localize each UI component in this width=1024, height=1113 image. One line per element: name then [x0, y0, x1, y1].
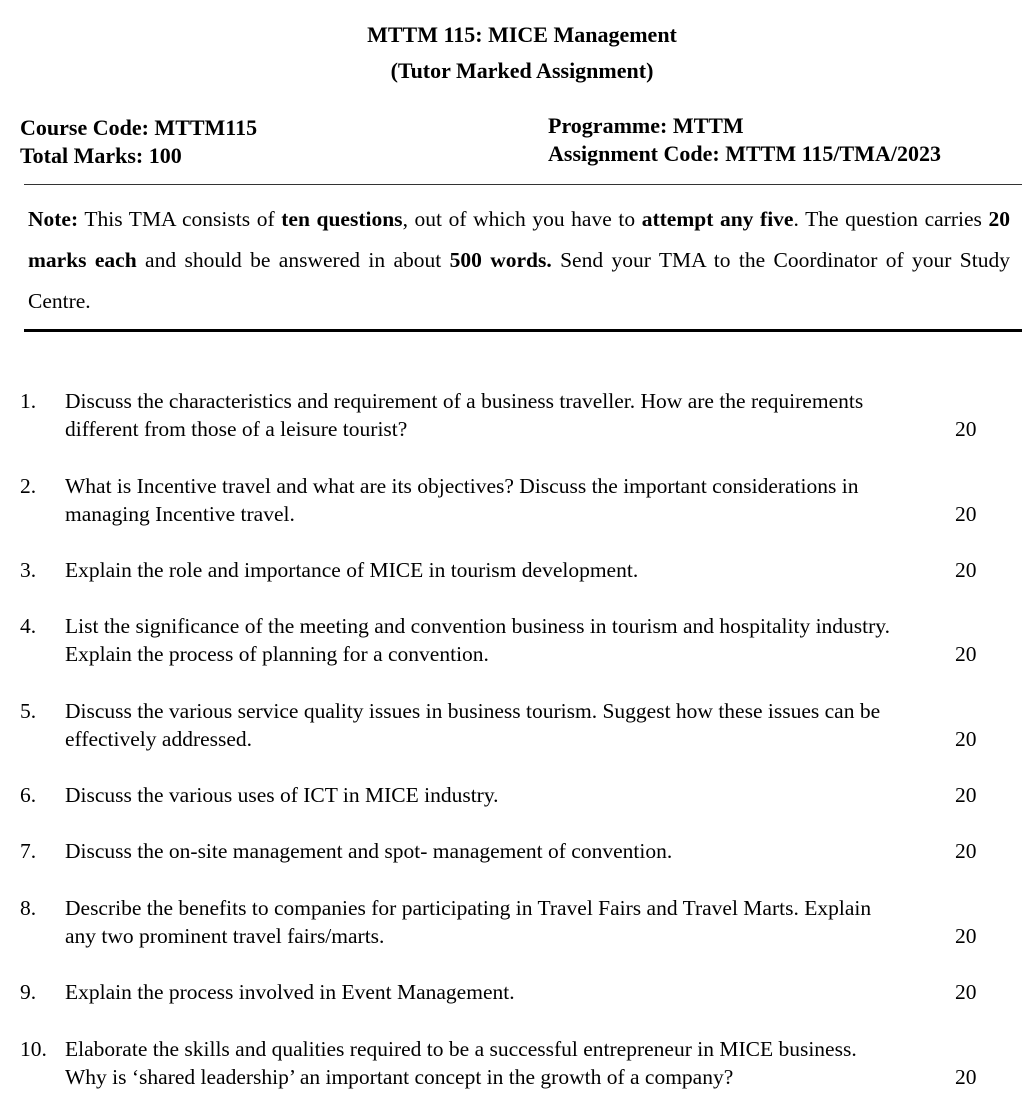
question-text: Explain the role and importance of MICE in tourism development.: [65, 558, 639, 582]
question-text: Discuss the various service quality issues in business tourism. Suggest how these issues can be: [65, 699, 881, 723]
question-text-cont: managing Incentive travel.: [65, 502, 295, 526]
note-label: Note:: [28, 207, 79, 231]
question-text-cont: any two prominent travel fairs/marts.: [65, 924, 385, 948]
divider-top: [24, 184, 1022, 185]
instructions-note: [28, 199, 1010, 322]
note-text-2: , out of which you have to: [402, 207, 642, 231]
question-text: Discuss the various uses of ICT in MICE industry.: [65, 783, 499, 807]
course-code: Course Code: MTTM115: [20, 115, 258, 140]
question-text: List the significance of the meeting and convention business in tourism and hospitality industry.: [65, 614, 891, 638]
note-text-5: Send your TMA to the Coordinator of your Study Centre.: [28, 248, 1010, 313]
note-text-4: and should be answered in about: [136, 248, 450, 272]
question-number: 10.: [20, 1037, 47, 1061]
question-marks: 20: [955, 502, 977, 526]
question-text: Elaborate the skills and qualities required to be a successful entrepreneur in MICE business.: [65, 1037, 857, 1061]
assignment-code: Assignment Code: MTTM 115/TMA/2023: [548, 141, 941, 166]
total-marks: Total Marks: 100: [20, 143, 182, 168]
question-text-cont: Why is ‘shared leadership’ an important concept in the growth of a company?: [65, 1065, 734, 1089]
question-number: 5.: [20, 699, 37, 723]
question-text: Describe the benefits to companies for participating in Travel Fairs and Travel Marts. Explain: [65, 896, 872, 920]
question-marks: 20: [955, 727, 977, 751]
question-marks: 20: [955, 980, 977, 1004]
question-text: Explain the process involved in Event Management.: [65, 980, 515, 1004]
divider-bottom: [24, 329, 1022, 332]
note-bold-4: 500 words.: [449, 248, 552, 272]
programme: Programme: MTTM: [548, 113, 744, 138]
question-number: 7.: [20, 839, 37, 863]
question-number: 2.: [20, 474, 37, 498]
question-marks: 20: [955, 1065, 977, 1089]
question-marks: 20: [955, 558, 977, 582]
document-subtitle: (Tutor Marked Assignment): [390, 58, 654, 83]
question-number: 1.: [20, 389, 37, 413]
question-marks: 20: [955, 924, 977, 948]
question-number: 8.: [20, 896, 37, 920]
question-marks: 20: [955, 839, 977, 863]
course-info-right: [548, 112, 941, 168]
note-bold-2: attempt any five: [641, 207, 794, 231]
question-text-cont: effectively addressed.: [65, 727, 253, 751]
note-text-1: This TMA consists of: [78, 207, 282, 231]
question-text: Discuss the characteristics and requirement of a business traveller. How are the requirements: [65, 389, 864, 413]
question-number: 6.: [20, 783, 37, 807]
question-number: 4.: [20, 614, 37, 638]
course-info-left: [20, 114, 257, 170]
question-marks: 20: [955, 642, 977, 666]
question-number: 3.: [20, 558, 37, 582]
question-marks: 20: [955, 783, 977, 807]
note-bold-3: 20 marks each: [28, 207, 1010, 272]
question-text: What is Incentive travel and what are its objectives? Discuss the important considerations in: [65, 474, 859, 498]
document-title: MTTM 115: MICE Management: [367, 22, 677, 47]
note-text-3: . The question carries: [793, 207, 989, 231]
question-text-cont: Explain the process of planning for a convention.: [65, 642, 489, 666]
question-marks: 20: [955, 417, 977, 441]
question-number: 9.: [20, 980, 37, 1004]
note-bold-1: ten questions: [281, 207, 403, 231]
question-text-cont: different from those of a leisure tourist?: [65, 417, 408, 441]
question-text: Discuss the on-site management and spot- management of convention.: [65, 839, 673, 863]
